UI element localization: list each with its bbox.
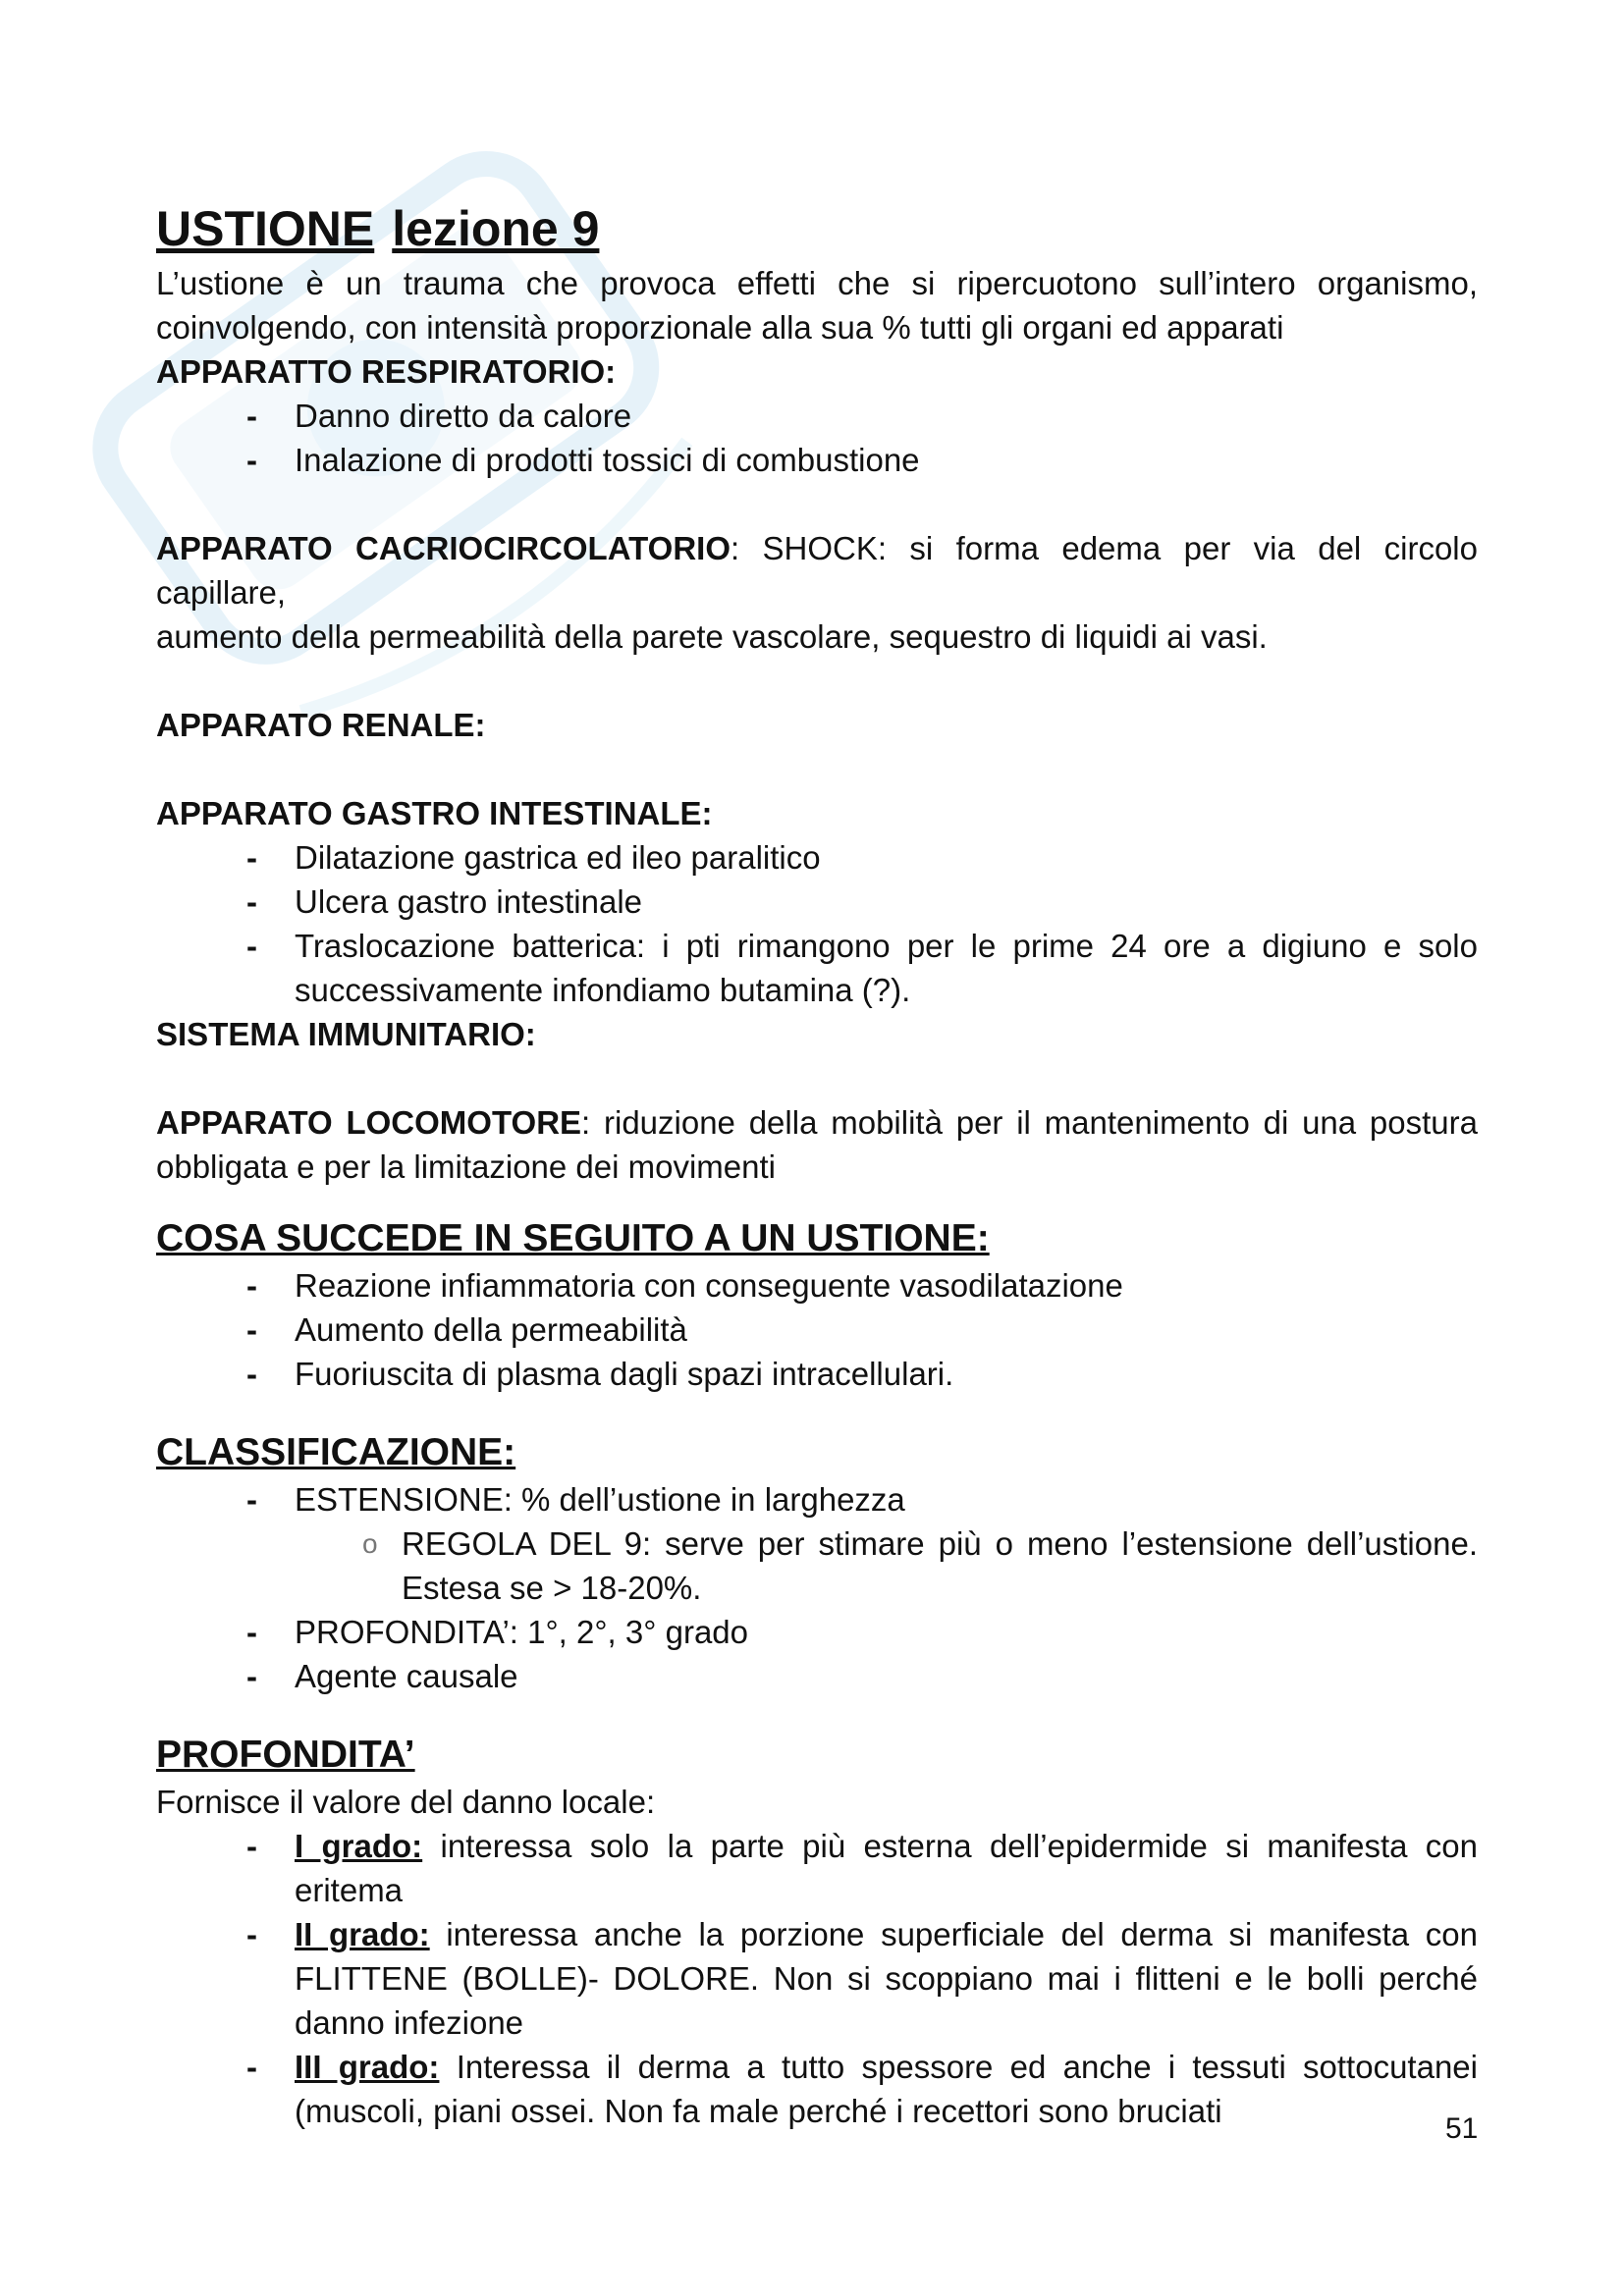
classification-list-cont (156, 1610, 1478, 1698)
depth-heading: PROFONDITA’ (156, 1734, 415, 1776)
gastro-heading: APPARATO GASTRO INTESTINALE: (156, 795, 713, 831)
list-item: - ESTENSIONE: % dell’ustione in larghezza (156, 1477, 1478, 1522)
loco-heading: APPARATO LOCOMOTORE (156, 1104, 582, 1141)
list-item: - Dilatazione gastrica ed ileo paralitico (156, 835, 1478, 880)
list-item: - Inalazione di prodotti tossici di combustione (156, 438, 1478, 482)
classification-heading: CLASSIFICAZIONE: (156, 1431, 516, 1473)
cardio-heading: APPARATO CACRIOCIRCOLATORIO (156, 530, 731, 566)
cosa-list (156, 1263, 1478, 1396)
respiratory-list (156, 394, 1478, 482)
list-item: - Danno diretto da calore (156, 394, 1478, 438)
list-item: - III grado: Interessa il derma a tutto spessore ed anche i tessuti sottocutanei (muscoli, piani ossei. Non fa male perché i recettori sono bruciati (156, 2045, 1478, 2133)
list-item: - Agente causale (156, 1654, 1478, 1698)
list-item: - I grado: interessa solo la parte più esterna dell’epidermide si manifesta con eritema (156, 1824, 1478, 1912)
list-item: - II grado: interessa anche la porzione superficiale del derma si manifesta con FLITTENE (BOLLE)- DOLORE. Non si scoppiano mai i flitteni e le bolli perché danno infezione (156, 1912, 1478, 2045)
immune-heading: SISTEMA IMMUNITARIO: (156, 1016, 536, 1052)
cosa-heading: COSA SUCCEDE IN SEGUITO A UN USTIONE: (156, 1217, 990, 1259)
cardio-line-2: aumento della permeabilità della parete vascolare, sequestro di liquidi ai vasi. (156, 618, 1268, 655)
list-item: - Aumento della permeabilità (156, 1308, 1478, 1352)
sub-list-item: o REGOLA DEL 9: serve per stimare più o meno l’estensione dell’ustione. Estesa se > 18-20%. (156, 1522, 1478, 1610)
loco-paragraph: APPARATO LOCOMOTORE: riduzione della mobilità per il mantenimento di una postura (156, 1104, 1478, 1141)
page-title: USTIONE lezione 9 (156, 201, 600, 256)
grade-label: II grado: (295, 1916, 430, 1952)
cardio-paragraph: APPARATO CACRIOCIRCOLATORIO: SHOCK: si forma edema per via del circolo capillare, (156, 530, 1478, 611)
document-page (156, 196, 1478, 2133)
depth-list (156, 1824, 1478, 2133)
list-item: - Traslocazione batterica: i pti rimangono per le prime 24 ore a digiuno e solo successivamente infondiamo butamina (?). (156, 924, 1478, 1012)
grade-label: III grado: (295, 2049, 440, 2085)
list-item: - Reazione infiammatoria con conseguente vasodilatazione (156, 1263, 1478, 1308)
loco-line-2: obbligata e per la limitazione dei movimenti (156, 1148, 776, 1185)
list-item: - PROFONDITA’: 1°, 2°, 3° grado (156, 1610, 1478, 1654)
list-item: - Fuoriuscita di plasma dagli spazi intracellulari. (156, 1352, 1478, 1396)
depth-intro: Fornisce il valore del danno locale: (156, 1784, 656, 1820)
classification-sublist (156, 1522, 1478, 1610)
intro-line-2: coinvolgendo, con intensità proporzionale alla sua % tutti gli organi ed apparati (156, 309, 1284, 346)
respiratory-heading: APPARATTO RESPIRATORIO: (156, 353, 617, 390)
grade-label: I grado: (295, 1828, 423, 1864)
intro-line-1: L’ustione è un trauma che provoca effetti che si ripercuotono sull’intero organismo, (156, 265, 1478, 301)
renal-heading: APPARATO RENALE: (156, 707, 486, 743)
classification-list (156, 1477, 1478, 1522)
list-item: - Ulcera gastro intestinale (156, 880, 1478, 924)
page-number: 51 (1445, 2112, 1479, 2145)
gastro-list (156, 835, 1478, 1012)
